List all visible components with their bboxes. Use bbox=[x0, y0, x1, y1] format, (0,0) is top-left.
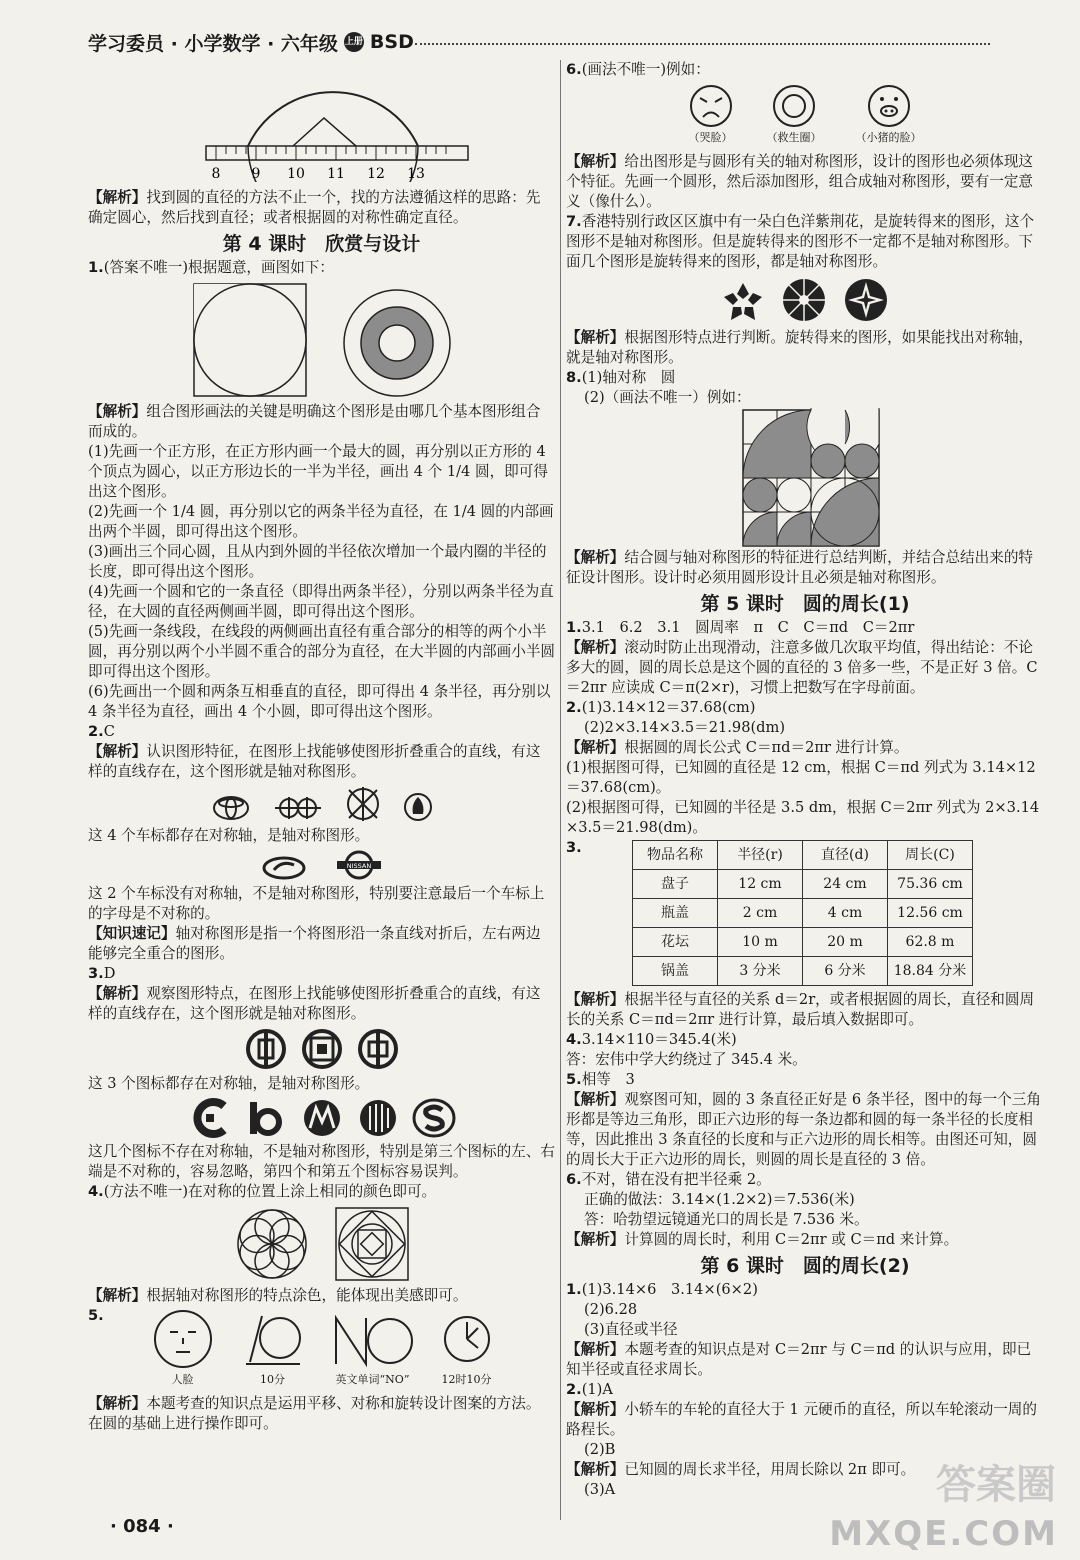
table-cell: 盘子 bbox=[633, 870, 718, 899]
l5-q5-analysis: 【解析】观察图可知，圆的 3 条直径正好是 6 条半径，图中的每一个三角形都是等边三角形，即正六边形的每一条边都和圆的每一条半径的长度相等，因此推出 3 条直径的长度和与正六边形的周长相等。由图还可知，圆的周长大于正六边形的周长，则圆的周长是直径的 3 倍。 bbox=[566, 1091, 1041, 1168]
grade-badge: 上册 bbox=[344, 32, 364, 52]
toyota-logo-icon bbox=[211, 794, 251, 822]
q2-knowledge: 【知识速记】轴对称图形是指一个将图形沿一条直线对折后，左右两边能够完全重合的图形。 bbox=[88, 925, 541, 962]
lifebuoy-icon bbox=[772, 84, 816, 128]
q1-step-1: (1)先画一个正方形，在正方形内画一个最大的圆，再分别以正方形的 4 个顶点为圆心，以正方形边长的一半为半径，画出 4 个 1/4 圆，即可得出这个图形。 bbox=[88, 443, 548, 500]
q2-answer: 2.C bbox=[88, 723, 115, 740]
header-divider bbox=[415, 43, 990, 45]
q1-step-6: (6)先画出一个圆和两条互相垂直的直径，即可得出 4 条半径，再分别以 4 条半径为直径，画出 4 个小圆，即可得出这个图形。 bbox=[88, 683, 551, 720]
ruler-label: 10 bbox=[287, 166, 305, 182]
table-cell: 2 cm bbox=[718, 899, 803, 928]
l5-q1-analysis: 【解析】滚动时防止出现滑动，注意多做几次取平均值，得出结论：不论多大的圆，圆的周长总是这个圆的直径的 3 倍多一些，不是正好 3 倍。C＝2πr 应读成 C＝π(2×r)，习惯上把数写在字母前面。 bbox=[566, 639, 1038, 696]
q1-stem: 1.(答案不唯一)根据题意，画图如下： bbox=[88, 259, 334, 276]
left-column bbox=[88, 60, 555, 1434]
l5-q2-analysis: 【解析】根据圆的周长公式 C＝πd＝2πr 进行计算。 bbox=[566, 739, 909, 756]
q8-analysis: 【解析】结合圆与轴对称图形的特征进行总结判断，并结合总结出来的特征设计图形。设计时必须用圆形设计且必须是轴对称图形。 bbox=[566, 549, 1034, 586]
q3-note-2: 这几个图标不存在对称轴，不是轴对称图形，特别是第三个图标的左、右端是不对称的，容易忽略，第四个和第五个图标容易误判。 bbox=[88, 1143, 556, 1180]
right-column bbox=[566, 60, 1044, 1500]
face-icon bbox=[152, 1308, 214, 1370]
bank-b-icon bbox=[244, 1098, 288, 1138]
l6-q2-part3: (3)A bbox=[584, 1481, 616, 1498]
caption-lifebuoy: （救生圈） bbox=[766, 131, 822, 144]
car-logos-asymmetric bbox=[88, 850, 555, 880]
ruler-label: 9 bbox=[251, 166, 261, 182]
q4-figures bbox=[88, 1206, 555, 1282]
table-cell: 花坛 bbox=[633, 928, 718, 957]
edition-label: BSD bbox=[369, 31, 414, 53]
crying-face-item bbox=[689, 84, 733, 148]
car-logos-symmetric bbox=[88, 786, 555, 822]
q5-figures bbox=[88, 1308, 555, 1390]
q5-analysis: 【解析】本题考查的知识点是运用平移、对称和旋转设计图案的方法。在圆的基础上进行操作即可。 bbox=[88, 1395, 541, 1432]
q7-stem: 7.香港特别行政区区旗中有一朵白色洋紫荆花，是旋转得来的图形，这个图形不是轴对称图形。但是旋转得来的图形不一定都不是轴对称图形。下面几个图形是旋转得来的图形，都是轴对称图形。 bbox=[566, 213, 1035, 270]
l5-q6-answer: 答：哈勃望远镜通光口的周长是 7.536 米。 bbox=[584, 1211, 869, 1228]
flame-logo-icon bbox=[403, 792, 433, 822]
q3-answer: 3.D bbox=[88, 965, 116, 982]
q8-pattern-figure bbox=[566, 408, 1044, 548]
watermark-logo-text: 答案圈 bbox=[936, 1462, 1056, 1508]
svg-text:NISSAN: NISSAN bbox=[346, 862, 371, 870]
caption-clock: 12时10分 bbox=[441, 1373, 492, 1386]
no-word-icon bbox=[332, 1308, 414, 1370]
q6-figures bbox=[566, 84, 1044, 148]
flower-of-life-figure bbox=[234, 1206, 310, 1282]
bank-c-icon bbox=[188, 1098, 232, 1138]
rotated-star-icon bbox=[842, 276, 890, 324]
rotated-flower-icon bbox=[720, 280, 766, 324]
l5-q6-analysis: 【解析】计算圆的周长时，利用 C＝2πr 或 C＝πd 来计算。 bbox=[566, 1231, 959, 1248]
top-analysis: 【解析】找到圆的直径的方法不止一个，找的方法遵循这样的思路：先确定圆心，然后找到直径；或者根据圆的对称性确定直径。 bbox=[88, 189, 541, 226]
circle-measurements-table bbox=[632, 840, 973, 986]
q1-figures bbox=[88, 282, 555, 398]
protractor-figure bbox=[88, 60, 555, 182]
icons-asymmetric bbox=[88, 1098, 555, 1138]
q5-stem: 5. bbox=[88, 1307, 104, 1324]
nissan-logo-icon bbox=[336, 850, 382, 880]
bank-citic-icon bbox=[356, 1098, 400, 1138]
clock-item bbox=[442, 1308, 492, 1390]
lesson4-title: 第 4 课时 欣赏与设计 bbox=[222, 233, 421, 255]
l5-q3-analysis: 【解析】根据半径与直径的关系 d＝2r，或者根据圆的周长，直径和圆周长的关系 C＝πd＝2πr 进行计算，最后填入数据即可。 bbox=[566, 991, 1035, 1028]
q1-step-5: (5)先画一条线段，在线段的两侧画出直径有重合部分的相等的两个小半圆，再分别以两个小半圆不重合的部分为直径，在大半圆的内部画小半圆即可得出这个图形。 bbox=[88, 623, 556, 680]
lesson5-title: 第 5 课时 圆的周长(1) bbox=[700, 593, 910, 615]
table-cell: 75.36 cm bbox=[888, 870, 973, 899]
l5-q2-part2: (2)2×3.14×3.5＝21.98(dm) bbox=[584, 719, 786, 736]
table-header: 直径(d) bbox=[803, 841, 888, 870]
bank-icon-1 bbox=[245, 1028, 287, 1070]
lesson6-title: 第 6 课时 圆的周长(2) bbox=[700, 1255, 910, 1277]
bank-icon-3 bbox=[357, 1028, 399, 1070]
table-cell: 12.56 cm bbox=[888, 899, 973, 928]
square-four-arcs-figure bbox=[192, 282, 308, 398]
caption-pig: （小猪的脸） bbox=[855, 131, 922, 144]
q4-stem: 4.(方法不唯一)在对称的位置上涂上相同的颜色即可。 bbox=[88, 1183, 437, 1200]
page-header bbox=[88, 28, 414, 56]
q7-figures bbox=[566, 276, 1044, 324]
caption-ten: 10分 bbox=[260, 1373, 285, 1386]
pig-face-icon bbox=[867, 84, 911, 128]
ten-icon bbox=[242, 1308, 304, 1370]
l5-q6-correct: 正确的做法：3.14×(1.2×2)＝7.536(米) bbox=[584, 1191, 855, 1208]
l6-q2-part1-analysis: 【解析】小轿车的车轮的直径大于 1 元硬币的直径，所以车轮滚动一周的路程长。 bbox=[566, 1401, 1037, 1438]
q2-note-1: 这 4 个车标都存在对称轴，是轴对称图形。 bbox=[88, 827, 370, 844]
lifebuoy-item bbox=[767, 84, 822, 148]
l6-q1-part3: (3)直径或半径 bbox=[584, 1321, 678, 1338]
bank-icon-2 bbox=[301, 1028, 343, 1070]
caption-crying: （哭脸） bbox=[688, 131, 733, 144]
page-number: · 084 · bbox=[110, 1516, 174, 1537]
q6-analysis: 【解析】给出图形是与圆形有关的轴对称图形，设计的图形也必须体现这个特征。先画一个圆形，然后添加图形，组合成轴对称图形，要有一定意义（像什么）。 bbox=[566, 153, 1034, 210]
table-row bbox=[633, 870, 973, 899]
no-item bbox=[332, 1308, 414, 1390]
table-header: 半径(r) bbox=[718, 841, 803, 870]
caption-no: 英文单词“NO” bbox=[335, 1373, 410, 1386]
l5-q6-judgement: 6.不对，错在没有把半径乘 2。 bbox=[566, 1171, 771, 1188]
l5-q4-calc: 4.3.14×110＝345.4(米) bbox=[566, 1031, 737, 1048]
bank-s-icon bbox=[412, 1098, 456, 1138]
table-cell: 瓶盖 bbox=[633, 899, 718, 928]
q1-analysis: 【解析】组合图形画法的关键是明确这个图形是由哪几个基本图形组合而成的。 bbox=[88, 403, 541, 440]
table-row bbox=[633, 928, 973, 957]
l5-q5-answer: 5.相等 3 bbox=[566, 1071, 635, 1088]
table-header: 周长(C) bbox=[888, 841, 973, 870]
q4-analysis: 【解析】根据轴对称图形的特点涂色，能体现出美感即可。 bbox=[88, 1287, 468, 1304]
l6-q2-part1: 2.(1)A bbox=[566, 1381, 613, 1398]
q1-step-3: (3)画出三个同心圆，且从内到外圆的半径依次增加一个最内圈的半径的长度，即可得出这个图形。 bbox=[88, 543, 547, 580]
ten-item bbox=[242, 1308, 304, 1390]
face-item bbox=[152, 1308, 214, 1390]
hyundai-logo-icon bbox=[262, 856, 306, 880]
l5-q4-answer: 答：宏伟中学大约绕过了 345.4 米。 bbox=[566, 1051, 807, 1068]
rotated-wheel-icon bbox=[780, 276, 828, 324]
table-row bbox=[633, 899, 973, 928]
ruler-label: 8 bbox=[211, 166, 221, 182]
ruler-label: 12 bbox=[367, 166, 385, 182]
table-cell: 6 分米 bbox=[803, 957, 888, 986]
q3-analysis: 【解析】观察图形特点，在图形上找能够使图形折叠重合的直线，有这样的直线存在，这个图形就是轴对称图形。 bbox=[88, 985, 541, 1022]
ruler-label: 13 bbox=[407, 166, 425, 182]
watermark-url: MXQE.COM bbox=[829, 1514, 1058, 1554]
l6-q1-part1: 1.(1)3.14×6 3.14×(6×2) bbox=[566, 1281, 758, 1298]
column-divider bbox=[560, 60, 561, 1520]
table-cell: 12 cm bbox=[718, 870, 803, 899]
bank-m-icon bbox=[300, 1098, 344, 1138]
table-cell: 18.84 分米 bbox=[888, 957, 973, 986]
table-header-row bbox=[633, 841, 973, 870]
table-row bbox=[633, 957, 973, 986]
q1-step-2: (2)先画一个 1/4 圆，再分别以它的两条半径为直径，在 1/4 圆的内部画出两个半圆，即可得出这个图形。 bbox=[88, 503, 554, 540]
star-logo-icon bbox=[345, 786, 381, 822]
q2-analysis: 【解析】认识图形特征，在图形上找能够使图形折叠重合的直线，有这样的直线存在，这个图形就是轴对称图形。 bbox=[88, 743, 541, 780]
concentric-circles-figure bbox=[342, 288, 452, 398]
l6-q1-analysis: 【解析】本题考查的知识点是对 C＝2πr 与 C＝πd 的认识与应用，即已知半径或直径求周长。 bbox=[566, 1341, 1032, 1378]
clock-icon bbox=[442, 1308, 492, 1370]
q3-note-1: 这 3 个图标都存在对称轴，是轴对称图形。 bbox=[88, 1075, 370, 1092]
l5-q3-label: 3. bbox=[566, 839, 582, 856]
q8-part1: 8.(1)轴对称 圆 bbox=[566, 369, 676, 386]
table-header: 物品名称 bbox=[633, 841, 718, 870]
caption-face: 人脸 bbox=[171, 1373, 194, 1386]
table-cell: 4 cm bbox=[803, 899, 888, 928]
pig-face-item bbox=[856, 84, 922, 148]
nested-squares-figure bbox=[334, 1206, 410, 1282]
q7-analysis: 【解析】根据图形特点进行判断。旋转得来的图形，如果能找出对称轴，就是轴对称图形。 bbox=[566, 329, 1034, 366]
l6-q2-part2: (2)B bbox=[584, 1441, 616, 1458]
table-cell: 10 m bbox=[718, 928, 803, 957]
l6-q1-part2: (2)6.28 bbox=[584, 1301, 638, 1318]
icons-symmetric bbox=[88, 1028, 555, 1070]
l5-q2-part1: 2.(1)3.14×12＝37.68(cm) bbox=[566, 699, 756, 716]
l5-q2-explain1: (1)根据图可得，已知圆的直径是 12 cm，根据 C＝πd 列式为 3.14×12＝37.68(cm)。 bbox=[566, 759, 1036, 796]
header-title: 学习委员 · 小学数学 · 六年级 bbox=[88, 32, 338, 55]
q2-note-2: 这 2 个车标没有对称轴，不是轴对称图形，特别要注意最后一个车标上的字母是不对称的。 bbox=[88, 885, 545, 922]
table-cell: 24 cm bbox=[803, 870, 888, 899]
q6-stem: 6.(画法不唯一)例如： bbox=[566, 61, 710, 78]
l6-q2-part2-analysis: 【解析】已知圆的周长求半径，用周长除以 2π 即可。 bbox=[566, 1461, 916, 1478]
cross-logo-icon bbox=[273, 794, 323, 822]
table-cell: 20 m bbox=[803, 928, 888, 957]
q8-part2: (2)（画法不唯一）例如： bbox=[584, 389, 751, 406]
q1-step-4: (4)先画一个圆和它的一条直径（即得出两条半径），分别以两条半径为直径，在大圆的直径两侧画半圆，即可得出这个图形。 bbox=[88, 583, 554, 620]
table-cell: 3 分米 bbox=[718, 957, 803, 986]
table-cell: 锅盖 bbox=[633, 957, 718, 986]
l5-q1-answer: 1.3.1 6.2 3.1 圆周率 π C C＝πd C＝2πr bbox=[566, 619, 915, 636]
crying-face-icon bbox=[689, 84, 733, 128]
table-cell: 62.8 m bbox=[888, 928, 973, 957]
ruler-label: 11 bbox=[327, 166, 345, 182]
l5-q2-explain2: (2)根据图可得，已知圆的半径是 3.5 dm，根据 C＝2πr 列式为 2×3.14×3.5＝21.98(dm)。 bbox=[566, 799, 1040, 836]
